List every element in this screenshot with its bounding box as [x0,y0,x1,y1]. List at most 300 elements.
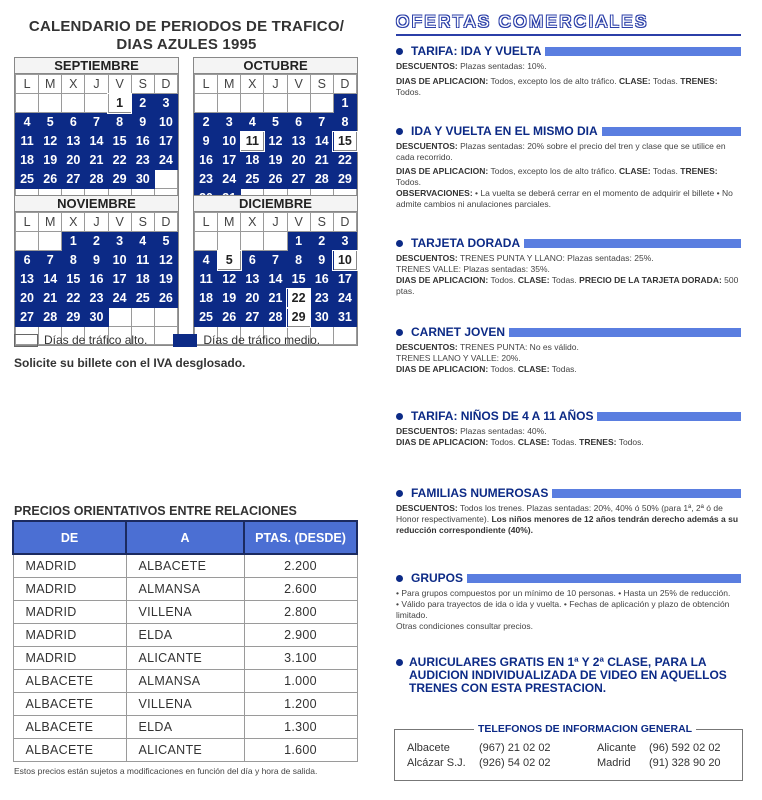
phone-row [407,741,737,756]
day-cell-medium-traffic: 26 [264,170,287,189]
phone-list [407,741,737,771]
day-cell-medium-traffic: 7 [39,251,62,270]
month-calendar-diciembre [193,195,358,346]
day-cell-empty [218,94,241,113]
day-cell-empty [108,308,131,327]
day-cell-medium-traffic: 27 [16,308,39,327]
day-cell-medium-traffic: 15 [287,270,310,289]
day-cell-medium-traffic: 22 [333,151,356,170]
label-clase: CLASE: [517,364,550,374]
day-cell-medium-traffic: 3 [333,232,356,251]
day-cell-medium-traffic: 3 [154,94,177,113]
table-row [13,600,357,623]
day-cell-medium-traffic: 26 [218,308,241,327]
table-row [13,669,357,692]
day-cell-medium-traffic: 15 [62,270,85,289]
day-cell-empty [39,232,62,251]
month-name: DICIEMBRE [194,196,357,212]
week-row [195,170,357,189]
day-cell-medium-traffic: 9 [195,132,218,151]
ofertas-rule [396,34,741,36]
day-cell-empty [85,94,108,113]
value-clase: Todas. [551,364,577,374]
weekday-label: S [310,213,333,232]
value-descuentos: Plazas sentadas: 10%. [460,61,547,71]
day-cell-medium-traffic: 14 [39,270,62,289]
day-cell-empty [154,308,177,327]
heading-bar [467,574,741,583]
label-descuentos: DESCUENTOS: [396,253,458,263]
day-cell-medium-traffic: 18 [241,151,264,170]
value-descuentos: Plazas sentadas: 40%. [460,426,547,436]
heading-bar [545,47,741,56]
value-ninos-menores: Los niños menores de 12 años tendrán derecho además a su reducción correspondiente (40%). [396,514,739,535]
phone-row [407,756,737,771]
label-descuentos: DESCUENTOS: [396,342,458,352]
day-cell-medium-traffic: 16 [310,270,333,289]
day-cell-medium-traffic: 16 [85,270,108,289]
day-cell-medium-traffic: 24 [108,289,131,308]
col-header-a: A [126,521,244,554]
weekday-label: S [131,75,154,94]
phone-box-title: TELEFONOS DE INFORMACION GENERAL [474,723,696,735]
day-cell-medium-traffic: 6 [62,113,85,132]
offer-heading: TARIFA: NIÑOS DE 4 A 11 AÑOS [411,409,594,423]
day-cell-medium-traffic: 31 [333,308,356,327]
phone-number: (91) 328 90 20 [649,757,721,769]
day-cell-medium-traffic: 16 [131,132,154,151]
label-dias: DIAS DE APLICACION: [396,76,489,86]
heading-bar [597,412,741,421]
day-cell-medium-traffic: 19 [39,151,62,170]
legend-high-label: Días de tráfico alto. [44,333,148,347]
bullet-icon [396,413,403,420]
day-cell-medium-traffic: 28 [85,170,108,189]
day-cell-medium-traffic: 27 [62,170,85,189]
label-trenes: TRENES: [579,437,617,447]
origin-cell: ALBACETE [13,715,126,738]
value-descuentos: TRENES PUNTA Y LLANO: Plazas sentadas: 25%. [459,253,654,263]
day-cell-medium-traffic: 20 [241,289,264,308]
day-cell-medium-traffic: 28 [310,170,333,189]
week-row [16,251,178,270]
day-cell-empty [264,232,287,251]
month-name: NOVIEMBRE [15,196,178,212]
prices-table [12,520,358,762]
label-clase: CLASE: [517,437,550,447]
day-cell-medium-traffic: 17 [218,151,241,170]
day-cell-medium-traffic: 21 [264,289,287,308]
day-cell-medium-traffic: 9 [85,251,108,270]
day-cell-medium-traffic: 21 [39,289,62,308]
destination-cell: VILLENA [126,692,244,715]
day-cell-medium-traffic: 7 [310,113,333,132]
value-clase: Todas. [652,166,678,176]
offer-heading: TARJETA DORADA [411,236,521,250]
day-cell-empty [195,94,218,113]
day-cell-medium-traffic: 27 [241,308,264,327]
week-row [16,132,178,151]
day-cell-medium-traffic: 28 [264,308,287,327]
day-cell-medium-traffic: 10 [108,251,131,270]
day-cell-medium-traffic: 2 [310,232,333,251]
value-dias: Todos. [490,275,516,285]
weekday-label: M [39,213,62,232]
day-cell-medium-traffic: 18 [16,151,39,170]
day-cell-medium-traffic: 8 [62,251,85,270]
week-row [16,232,178,251]
day-cell-medium-traffic: 29 [62,308,85,327]
offer-ninos [396,409,741,448]
week-row [195,270,357,289]
label-dias: DIAS DE APLICACION: [396,275,489,285]
day-cell-medium-traffic: 2 [131,94,154,113]
weekday-label: V [108,75,131,94]
offer-familias-numerosas [396,486,741,536]
weekday-label: L [16,75,39,94]
day-cell-medium-traffic: 29 [333,170,356,189]
day-cell-empty [310,94,333,113]
day-cell-medium-traffic: 17 [154,132,177,151]
destination-cell: ELDA [126,623,244,646]
phone-number: (967) 21 02 02 [479,742,551,754]
value-trenes: Todos. [396,177,422,187]
week-row [16,113,178,132]
value-descuentos-valle: TRENES VALLE: Plazas sentadas: 35%. [396,264,550,274]
weekday-label: M [218,75,241,94]
origin-cell: ALBACETE [13,669,126,692]
day-cell-medium-traffic: 17 [108,270,131,289]
bullet-icon [396,490,403,497]
city-name: Alcázar S.J. [407,757,466,769]
heading-bar [524,239,741,248]
day-cell-medium-traffic: 20 [287,151,310,170]
value-trenes: Todos. [618,437,644,447]
table-row [13,738,357,761]
day-cell-medium-traffic: 18 [195,289,218,308]
day-cell-medium-traffic: 7 [264,251,287,270]
day-cell-medium-traffic: 24 [333,289,356,308]
origin-cell: ALBACETE [13,692,126,715]
weekday-label: S [310,75,333,94]
destination-cell: ALBACETE [126,554,244,577]
phone-number: (926) 54 02 02 [479,757,551,769]
day-cell-medium-traffic: 3 [218,113,241,132]
traffic-legend [14,333,359,347]
auriculares-text: AURICULARES GRATIS EN 1ª Y 2ª CLASE, PARA LA AUDICION INDIVIDUALIZADA DE VIDEO EN AQUELLOS TRENES CON ESTA PRESTACION. [409,655,727,695]
weekday-row [16,213,178,232]
week-row [16,170,178,189]
day-cell-medium-traffic: 3 [108,232,131,251]
day-cell-medium-traffic: 25 [16,170,39,189]
day-cell-empty [62,94,85,113]
day-cell-medium-traffic: 30 [85,308,108,327]
origin-cell: MADRID [13,646,126,669]
offer-tarifa-ida-vuelta [396,44,741,98]
day-cell-medium-traffic: 23 [85,289,108,308]
weekday-row [195,75,357,94]
price-cell: 1.200 [244,692,357,715]
day-cell-medium-traffic: 24 [154,151,177,170]
day-cell-empty [39,94,62,113]
day-cell-medium-traffic: 30 [310,308,333,327]
weekday-label: D [333,213,356,232]
table-row [13,554,357,577]
day-cell-medium-traffic: 29 [108,170,131,189]
day-cell-medium-traffic: 17 [333,270,356,289]
weekday-label: X [62,213,85,232]
weekday-label: J [85,213,108,232]
bullet-icon [396,48,403,55]
offer-heading: CARNET JOVEN [411,325,506,339]
day-cell-medium-traffic: 13 [241,270,264,289]
weekday-row [16,75,178,94]
month-name: OCTUBRE [194,58,357,74]
prices-body [13,554,357,761]
day-cell-medium-traffic: 10 [218,132,241,151]
offer-heading: TARIFA: IDA Y VUELTA [411,44,542,58]
day-cell-medium-traffic: 6 [16,251,39,270]
weekday-label: S [131,213,154,232]
day-cell-medium-traffic: 25 [131,289,154,308]
value-clase: Todas. [551,275,577,285]
day-cell-medium-traffic: 15 [108,132,131,151]
city-name: Madrid [597,757,631,769]
day-cell-high-traffic: 29 [287,308,310,327]
price-cell: 1.600 [244,738,357,761]
origin-cell: MADRID [13,577,126,600]
day-cell-medium-traffic: 9 [131,113,154,132]
value-observaciones: • La vuelta se deberá cerrar en el momento de adquirir el billete • No admite cambios ni anulaciones parciales. [396,188,733,209]
weekday-label: X [241,213,264,232]
value-dias: Todos, excepto los de alto tráfico. [490,166,617,176]
week-row [195,94,357,113]
day-cell-high-traffic: 15 [333,132,356,151]
day-cell-medium-traffic: 6 [287,113,310,132]
ofertas-title: OFERTAS COMERCIALES [396,12,649,31]
origin-cell: MADRID [13,623,126,646]
day-cell-medium-traffic: 20 [62,151,85,170]
destination-cell: ELDA [126,715,244,738]
day-cell-medium-traffic: 1 [333,94,356,113]
offer-heading: FAMILIAS NUMEROSAS [411,486,549,500]
day-cell-medium-traffic: 1 [287,232,310,251]
destination-cell: ALMANSA [126,577,244,600]
weekday-label: J [85,75,108,94]
day-cell-medium-traffic: 23 [310,289,333,308]
heading-bar [509,328,741,337]
day-cell-medium-traffic: 4 [241,113,264,132]
month-grid [15,212,178,345]
day-cell-medium-traffic: 21 [85,151,108,170]
grupos-line-1: • Para grupos compuestos por un mínimo de 10 personas. • Hasta un 25% de reducción. [396,588,731,598]
label-precio-tarjeta: PRECIO DE LA TARJETA DORADA: [579,275,722,285]
weekday-label: L [195,75,218,94]
price-cell: 2.200 [244,554,357,577]
day-cell-medium-traffic: 11 [131,251,154,270]
day-cell-medium-traffic: 14 [264,270,287,289]
value-precio-tarjeta: 500 ptas. [396,275,739,296]
week-row [16,94,178,113]
day-cell-empty [154,170,177,189]
month-calendar-octubre [193,57,358,209]
day-cell-medium-traffic: 9 [310,251,333,270]
day-cell-medium-traffic: 14 [85,132,108,151]
label-dias: DIAS DE APLICACION: [396,166,489,176]
bullet-icon [396,329,403,336]
phone-number: (96) 592 02 02 [649,742,721,754]
label-trenes: TRENES: [680,166,718,176]
day-cell-empty [16,232,39,251]
legend-medium-label: Días de tráfico medio. [203,333,321,347]
bullet-icon [396,575,403,582]
day-cell-medium-traffic: 12 [154,251,177,270]
day-cell-medium-traffic: 10 [154,113,177,132]
label-descuentos: DESCUENTOS: [396,141,458,151]
week-row [195,232,357,251]
weekday-label: J [264,213,287,232]
city-name: Albacete [407,742,450,754]
day-cell-empty [16,94,39,113]
weekday-label: L [195,213,218,232]
day-cell-medium-traffic: 16 [195,151,218,170]
day-cell-medium-traffic: 12 [39,132,62,151]
weekday-label: D [154,75,177,94]
day-cell-high-traffic: 22 [287,289,310,308]
day-cell-medium-traffic: 19 [154,270,177,289]
grupos-line-2: • Válido para trayectos de ida o ida y vuelta. • Fechas de aplicación y plazo de obtención limitado. [396,599,730,620]
day-cell-medium-traffic: 7 [85,113,108,132]
offer-heading: GRUPOS [411,571,464,585]
day-cell-medium-traffic: 5 [154,232,177,251]
month-calendar-noviembre [14,195,179,346]
price-cell: 1.300 [244,715,357,738]
month-name: SEPTIEMBRE [15,58,178,74]
day-cell-empty [287,94,310,113]
table-row [13,692,357,715]
table-row [13,715,357,738]
day-cell-medium-traffic: 19 [264,151,287,170]
value-descuentos: Plazas sentadas: 20% sobre el precio del tren y clase que se utilice en cada recorrido. [396,141,726,162]
table-row [13,577,357,600]
day-cell-medium-traffic: 12 [264,132,287,151]
origin-cell: ALBACETE [13,738,126,761]
week-row [16,308,178,327]
week-row [195,113,357,132]
calendar-title [14,18,359,54]
weekday-label: J [264,75,287,94]
col-header-ptas: PTAS. (DESDE) [244,521,357,554]
day-cell-medium-traffic: 26 [39,170,62,189]
week-row [16,270,178,289]
value-dias: Todos. [490,364,516,374]
day-cell-medium-traffic: 8 [108,113,131,132]
day-cell-medium-traffic: 22 [108,151,131,170]
day-cell-medium-traffic: 13 [62,132,85,151]
value-clase: Todas. [652,76,678,86]
day-cell-medium-traffic: 23 [131,151,154,170]
weekday-label: M [39,75,62,94]
offer-heading: IDA Y VUELTA EN EL MISMO DIA [411,124,598,138]
price-cell: 3.100 [244,646,357,669]
value-trenes: Todos. [396,87,422,97]
bullet-icon [396,128,403,135]
price-cell: 1.000 [244,669,357,692]
offer-ida-vuelta-mismo-dia [396,124,741,210]
legend-medium-swatch [173,334,197,347]
legend-high-swatch [14,334,38,347]
weekday-label: X [241,75,264,94]
weekday-label: V [287,75,310,94]
value-clase: Todas. [551,437,577,447]
day-cell-medium-traffic: 4 [195,251,218,270]
value-dias: Todos. [490,437,516,447]
col-header-de: DE [13,521,126,554]
month-calendar-septiembre [14,57,179,208]
weekday-label: X [62,75,85,94]
day-cell-medium-traffic: 11 [16,132,39,151]
offer-carnet-joven [396,325,741,375]
day-cell-medium-traffic: 4 [131,232,154,251]
week-row [195,308,357,327]
day-cell-medium-traffic: 13 [16,270,39,289]
label-dias: DIAS DE APLICACION: [396,364,489,374]
weekday-row [195,213,357,232]
day-cell-medium-traffic: 23 [195,170,218,189]
value-dias: Todos, excepto los de alto tráfico. [490,76,617,86]
day-cell-medium-traffic: 25 [195,308,218,327]
origin-cell: MADRID [13,554,126,577]
iva-notice: Solicite su billete con el IVA desglosado. [14,356,246,370]
day-cell-medium-traffic: 30 [131,170,154,189]
month-grid [194,74,357,208]
day-cell-empty [264,94,287,113]
value-descuentos: TRENES PUNTA: No es válido. [459,342,579,352]
label-clase: CLASE: [619,76,651,86]
day-cell-medium-traffic: 25 [241,170,264,189]
label-descuentos: DESCUENTOS: [396,61,458,71]
label-clase: CLASE: [517,275,550,285]
destination-cell: VILLENA [126,600,244,623]
value-descuentos-llano-valle: TRENES LLANO Y VALLE: 20%. [396,353,521,363]
day-cell-high-traffic: 5 [218,251,241,270]
week-row [195,151,357,170]
day-cell-medium-traffic: 8 [287,251,310,270]
day-cell-medium-traffic: 26 [154,289,177,308]
day-cell-medium-traffic: 13 [287,132,310,151]
weekday-label: M [218,213,241,232]
day-cell-medium-traffic: 21 [310,151,333,170]
day-cell-medium-traffic: 28 [39,308,62,327]
destination-cell: ALICANTE [126,738,244,761]
month-grid [194,212,357,345]
day-cell-high-traffic: 11 [241,132,264,151]
day-cell-medium-traffic: 19 [218,289,241,308]
price-cell: 2.800 [244,600,357,623]
label-dias: DIAS DE APLICACION: [396,437,489,447]
day-cell-medium-traffic: 2 [195,113,218,132]
day-cell-medium-traffic: 11 [195,270,218,289]
prices-note: Estos precios están sujetos a modificaciones en función del día y hora de salida. [14,766,318,776]
week-row [195,289,357,308]
table-row [13,646,357,669]
day-cell-high-traffic: 10 [333,251,356,270]
weekday-label: L [16,213,39,232]
auriculares-notice [396,656,741,695]
city-name: Alicante [597,742,637,754]
weekday-label: V [287,213,310,232]
day-cell-medium-traffic: 24 [218,170,241,189]
